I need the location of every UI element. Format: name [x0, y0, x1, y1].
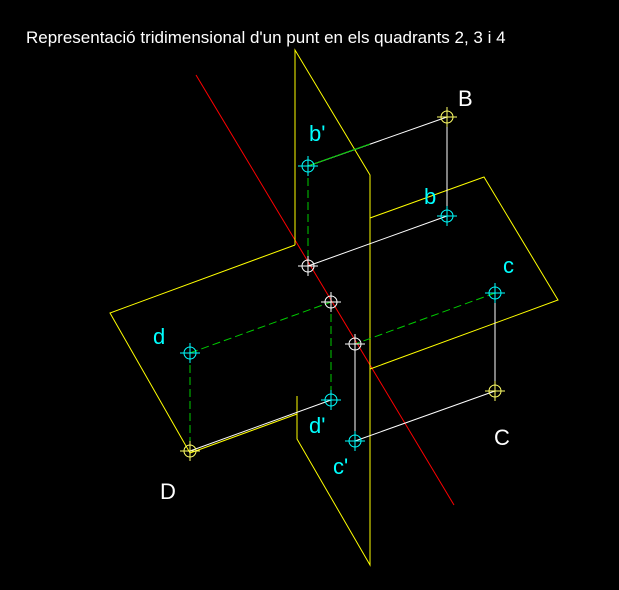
- label-point-D: D: [160, 479, 176, 504]
- label-point-B: B: [458, 86, 473, 111]
- label-point-b-prime: b': [309, 121, 326, 146]
- label-point-b: b: [424, 184, 437, 209]
- label-point-c: c: [503, 253, 514, 278]
- diagram-title: Representació tridimensional d'un punt en els quadrants 2, 3 i 4: [26, 28, 506, 47]
- label-point-d: d: [153, 324, 166, 349]
- label-point-C: C: [494, 425, 510, 450]
- label-point-c-prime: c': [333, 454, 349, 479]
- label-point-d-prime: d': [309, 413, 326, 438]
